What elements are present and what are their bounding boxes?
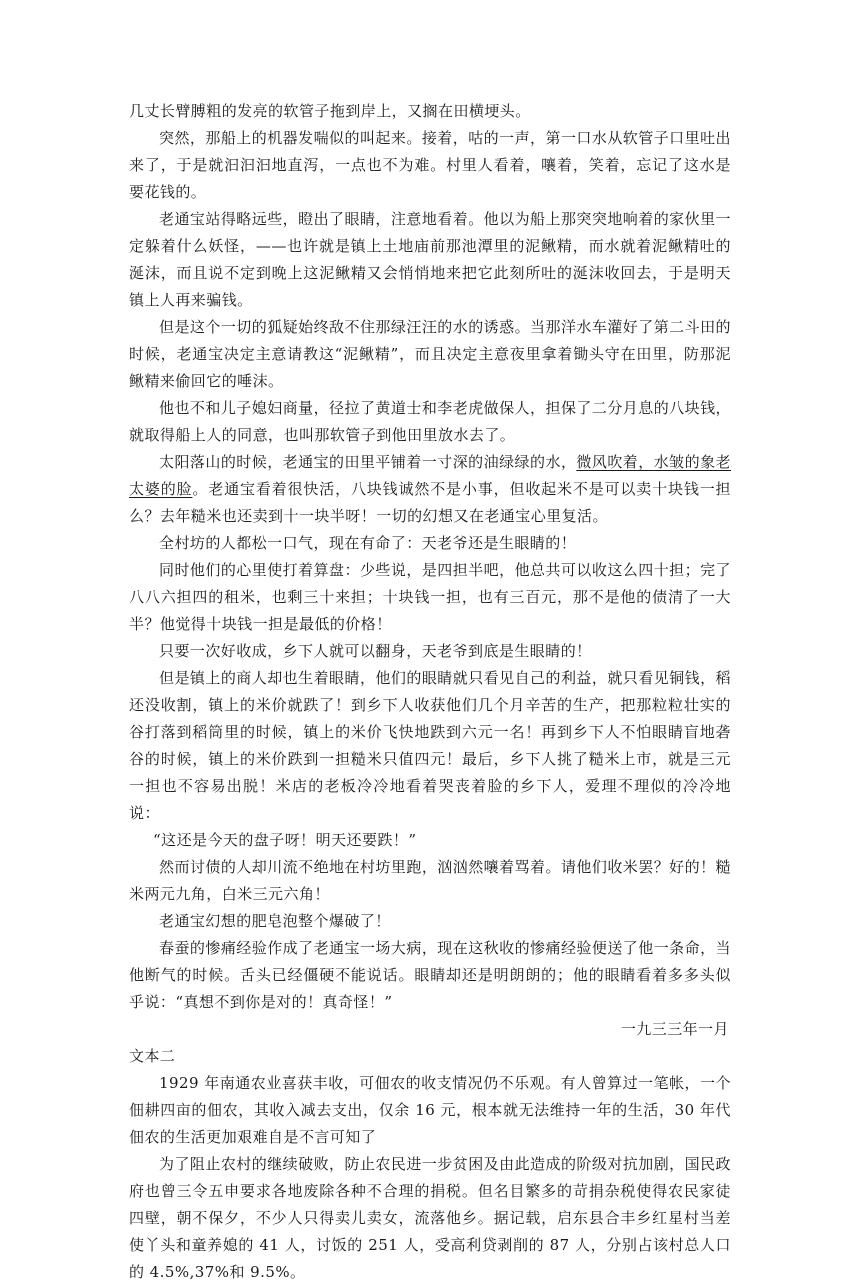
paragraph: 全村坊的人都松一口气，现在有命了：天老爷还是生眼睛的！ [159,534,577,552]
date-line: 一九三三年一月 [620,1020,729,1038]
paragraph: 只要一次好收成，乡下人就可以翻身，天老爷到底是生眼睛的！ [159,642,592,660]
paragraph: 他也不和儿子媳妇商量，径拉了黄道士和李老虎做保人，担保了二分月息的八块钱，就取得船上人的同意，也叫那软管子到他田里放水去了。 [129,399,731,444]
paragraph-text: 。老通宝看着很快活，八块钱诚然不是小事，但收起米不是可以卖十块钱一担么？去年糙米也还卖到十一块半呀！一切的幻想又在老通宝心里复活。 [129,480,731,525]
paragraph: 几丈长臂膊粗的发亮的软管子拖到岸上，又搁在田横埂头。 [129,102,531,120]
paragraph: 老通宝站得略远些，瞪出了眼睛，注意地看着。他以为船上那突突地响着的家伙里一定躲着什么妖怪，——也许就是镇上土地庙前那池潭里的泥鳅精，而水就着泥鳅精吐的涎沫，而且说不定到晚上这泥鳅精又会悄悄地来把它此刻所吐的涎沫收回去，于是明天镇上人再来骗钱。 [129,210,731,309]
paragraph [129,449,731,530]
paragraph: 突然，那船上的机器发喘似的叫起来。接着，咕的一声，第一口水从软管子口里吐出来了，于是就汩汩汩地直泻，一点也不为难。村里人看着，嚷着，笑着，忘记了这水是要花钱的。 [129,129,731,201]
section-heading: 文本二 [129,1047,176,1065]
paragraph: 1929 年南通农业喜获丰收，可佃农的收支情况仍不乐观。有人曾算过一笔帐，一个佃耕四亩的佃农，其收入减去支出，仅余 16 元，根本就无法维持一年的生活，30 年代佃农的生活更加艰难自是不言可知了 [129,1074,731,1146]
document-page [129,98,731,1286]
paragraph-text: 太阳落山的时候，老通宝的田里平铺着一寸深的油绿绿的水， [159,453,577,471]
paragraph: 为了阻止农村的继续破败，防止农民进一步贫困及由此造成的阶级对抗加剧，国民政府也曾三令五申要求各地废除各种不合理的捐税。但名目繁多的苛捐杂税使得农民家徒四壁，朝不保夕，不少人只得卖儿卖女，流落他乡。据记载，启东县合丰乡红星村当差使丫头和童养媳的 41 人，讨饭的 251 人，受高利贷剥削的 87 人，分别占该村总人口的 4.5%,37%和 9.5%。 [129,1155,731,1281]
paragraph: 同时他们的心里使打着算盘：少些说，是四担半吧，他总共可以收这么四十担；完了八八六担四的租米，也剩三十来担；十块钱一担，也有三百元，那不是他的债清了一大半？他觉得十块钱一担是最低的价格！ [129,561,731,633]
paragraph: 然而讨债的人却川流不绝地在村坊里跑，汹汹然嚷着骂着。请他们收米罢？好的！糙米两元九角，白米三元六角！ [129,858,731,903]
paragraph: 但是镇上的商人却也生着眼睛，他们的眼睛就只看见自己的利益，就只看见铜钱，稻还没收割，镇上的米价就跌了！到乡下人收获他们几个月辛苦的生产，把那粒粒壮实的谷打落到稻筒里的时候，镇上的米价飞快地跌到六元一名！再到乡下人不怕眼睛盲地砻谷的时候，镇上的米价跌到一担糙米只值四元！最后，乡下人挑了糙米上市，就是三元一担也不容易出脱！米店的老板冷冷地看着哭丧着脸的乡下人，爱理不理似的冷冷地说： [129,669,731,822]
paragraph: 老通宝幻想的肥皂泡整个爆破了！ [159,912,391,930]
underlined-phrase: 微风吹着，水皱的象老太婆的脸 [129,453,731,498]
paragraph: 但是这个一切的狐疑始终敌不住那绿汪汪的水的诱惑。当那洋水车灌好了第二斗田的时候，老通宝决定主意请教这“泥鳅精”，而且决定主意夜里拿着锄头守在田里，防那泥鳅精来偷回它的唾沫。 [129,318,731,390]
paragraph: 春蚕的惨痛经验作成了老通宝一场大病，现在这秋收的惨痛经验便送了他一条命，当他断气的时候。舌头已经僵硬不能说话。眼睛却还是明朗朗的；他的眼睛看着多多头似乎说：“真想不到你是对的！真奇怪！” [129,939,731,1011]
quoted-line: “这还是今天的盘子呀！明天还要跌！” [153,831,417,849]
